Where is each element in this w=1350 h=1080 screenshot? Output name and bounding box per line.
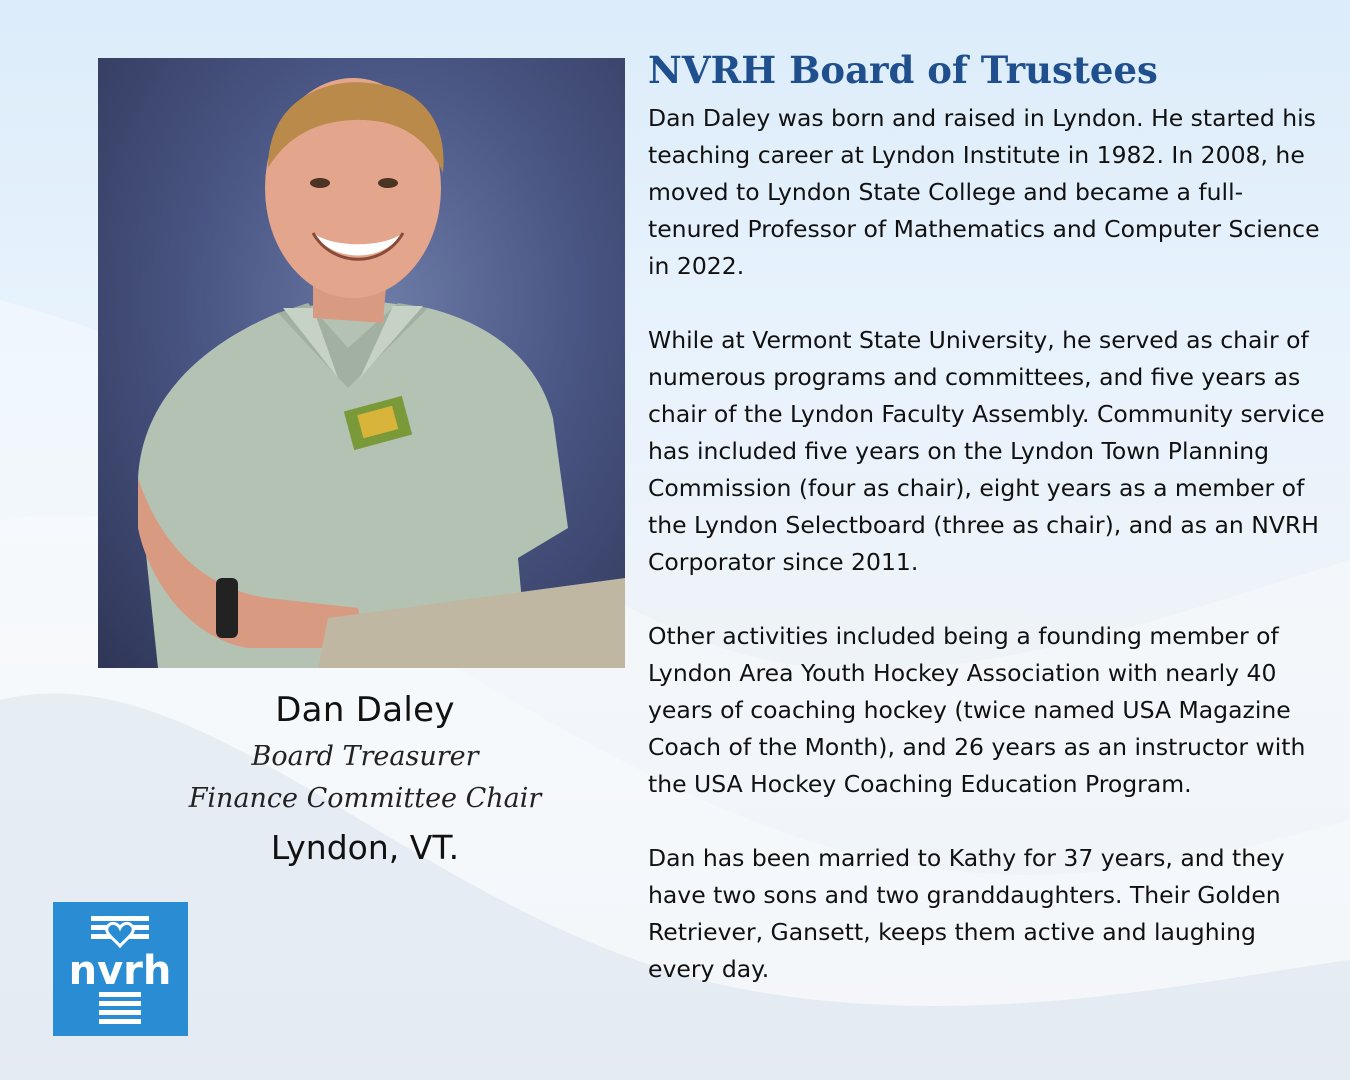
- nvrh-logo-mark: [53, 902, 188, 1036]
- bio-paragraph-service: While at Vermont State University, he served as chair of numerous programs and committees, and five years as chair of the Lyndon Faculty Assembly. Community service has included five years on the Lyndon Town Planning Commission (four as chair), eight years as a member of the Lyndon Selectboard (three as chair), and as an NVRH Corporator since 2011.: [648, 326, 1325, 576]
- trustee-roles: [150, 736, 580, 820]
- role-finance-chair: Finance Committee Chair: [188, 783, 542, 814]
- bio-paragraph-activities: Other activities included being a founding member of Lyndon Area Youth Hockey Association with nearly 40 years of coaching hockey (twice named USA Magazine Coach of the Month), and 26 years as an instructor with the USA Hockey Coaching Education Program.: [648, 622, 1306, 798]
- bio-paragraph-family: Dan has been married to Kathy for 37 years, and they have two sons and two granddaughters. Their Golden Retriever, Gansett, keeps them active and laughing every day.: [648, 844, 1285, 983]
- trustee-bio: [648, 100, 1328, 1025]
- trustee-photo: [98, 58, 625, 668]
- bio-paragraph-career: Dan Daley was born and raised in Lyndon. He started his teaching career at Lyndon Institute in 1982. In 2008, he moved to Lyndon State College and became a full-tenured Professor of Mathematics and Computer Science in 2022.: [648, 104, 1320, 280]
- nvrh-logo: [53, 902, 188, 1036]
- page-title: NVRH Board of Trustees: [648, 48, 1158, 92]
- role-treasurer: Board Treasurer: [251, 741, 479, 772]
- trustee-info: [150, 690, 580, 867]
- trustee-location: Lyndon, VT.: [270, 828, 460, 867]
- logo-wordmark: nvrh: [68, 948, 172, 994]
- trustee-name: Dan Daley: [275, 690, 455, 730]
